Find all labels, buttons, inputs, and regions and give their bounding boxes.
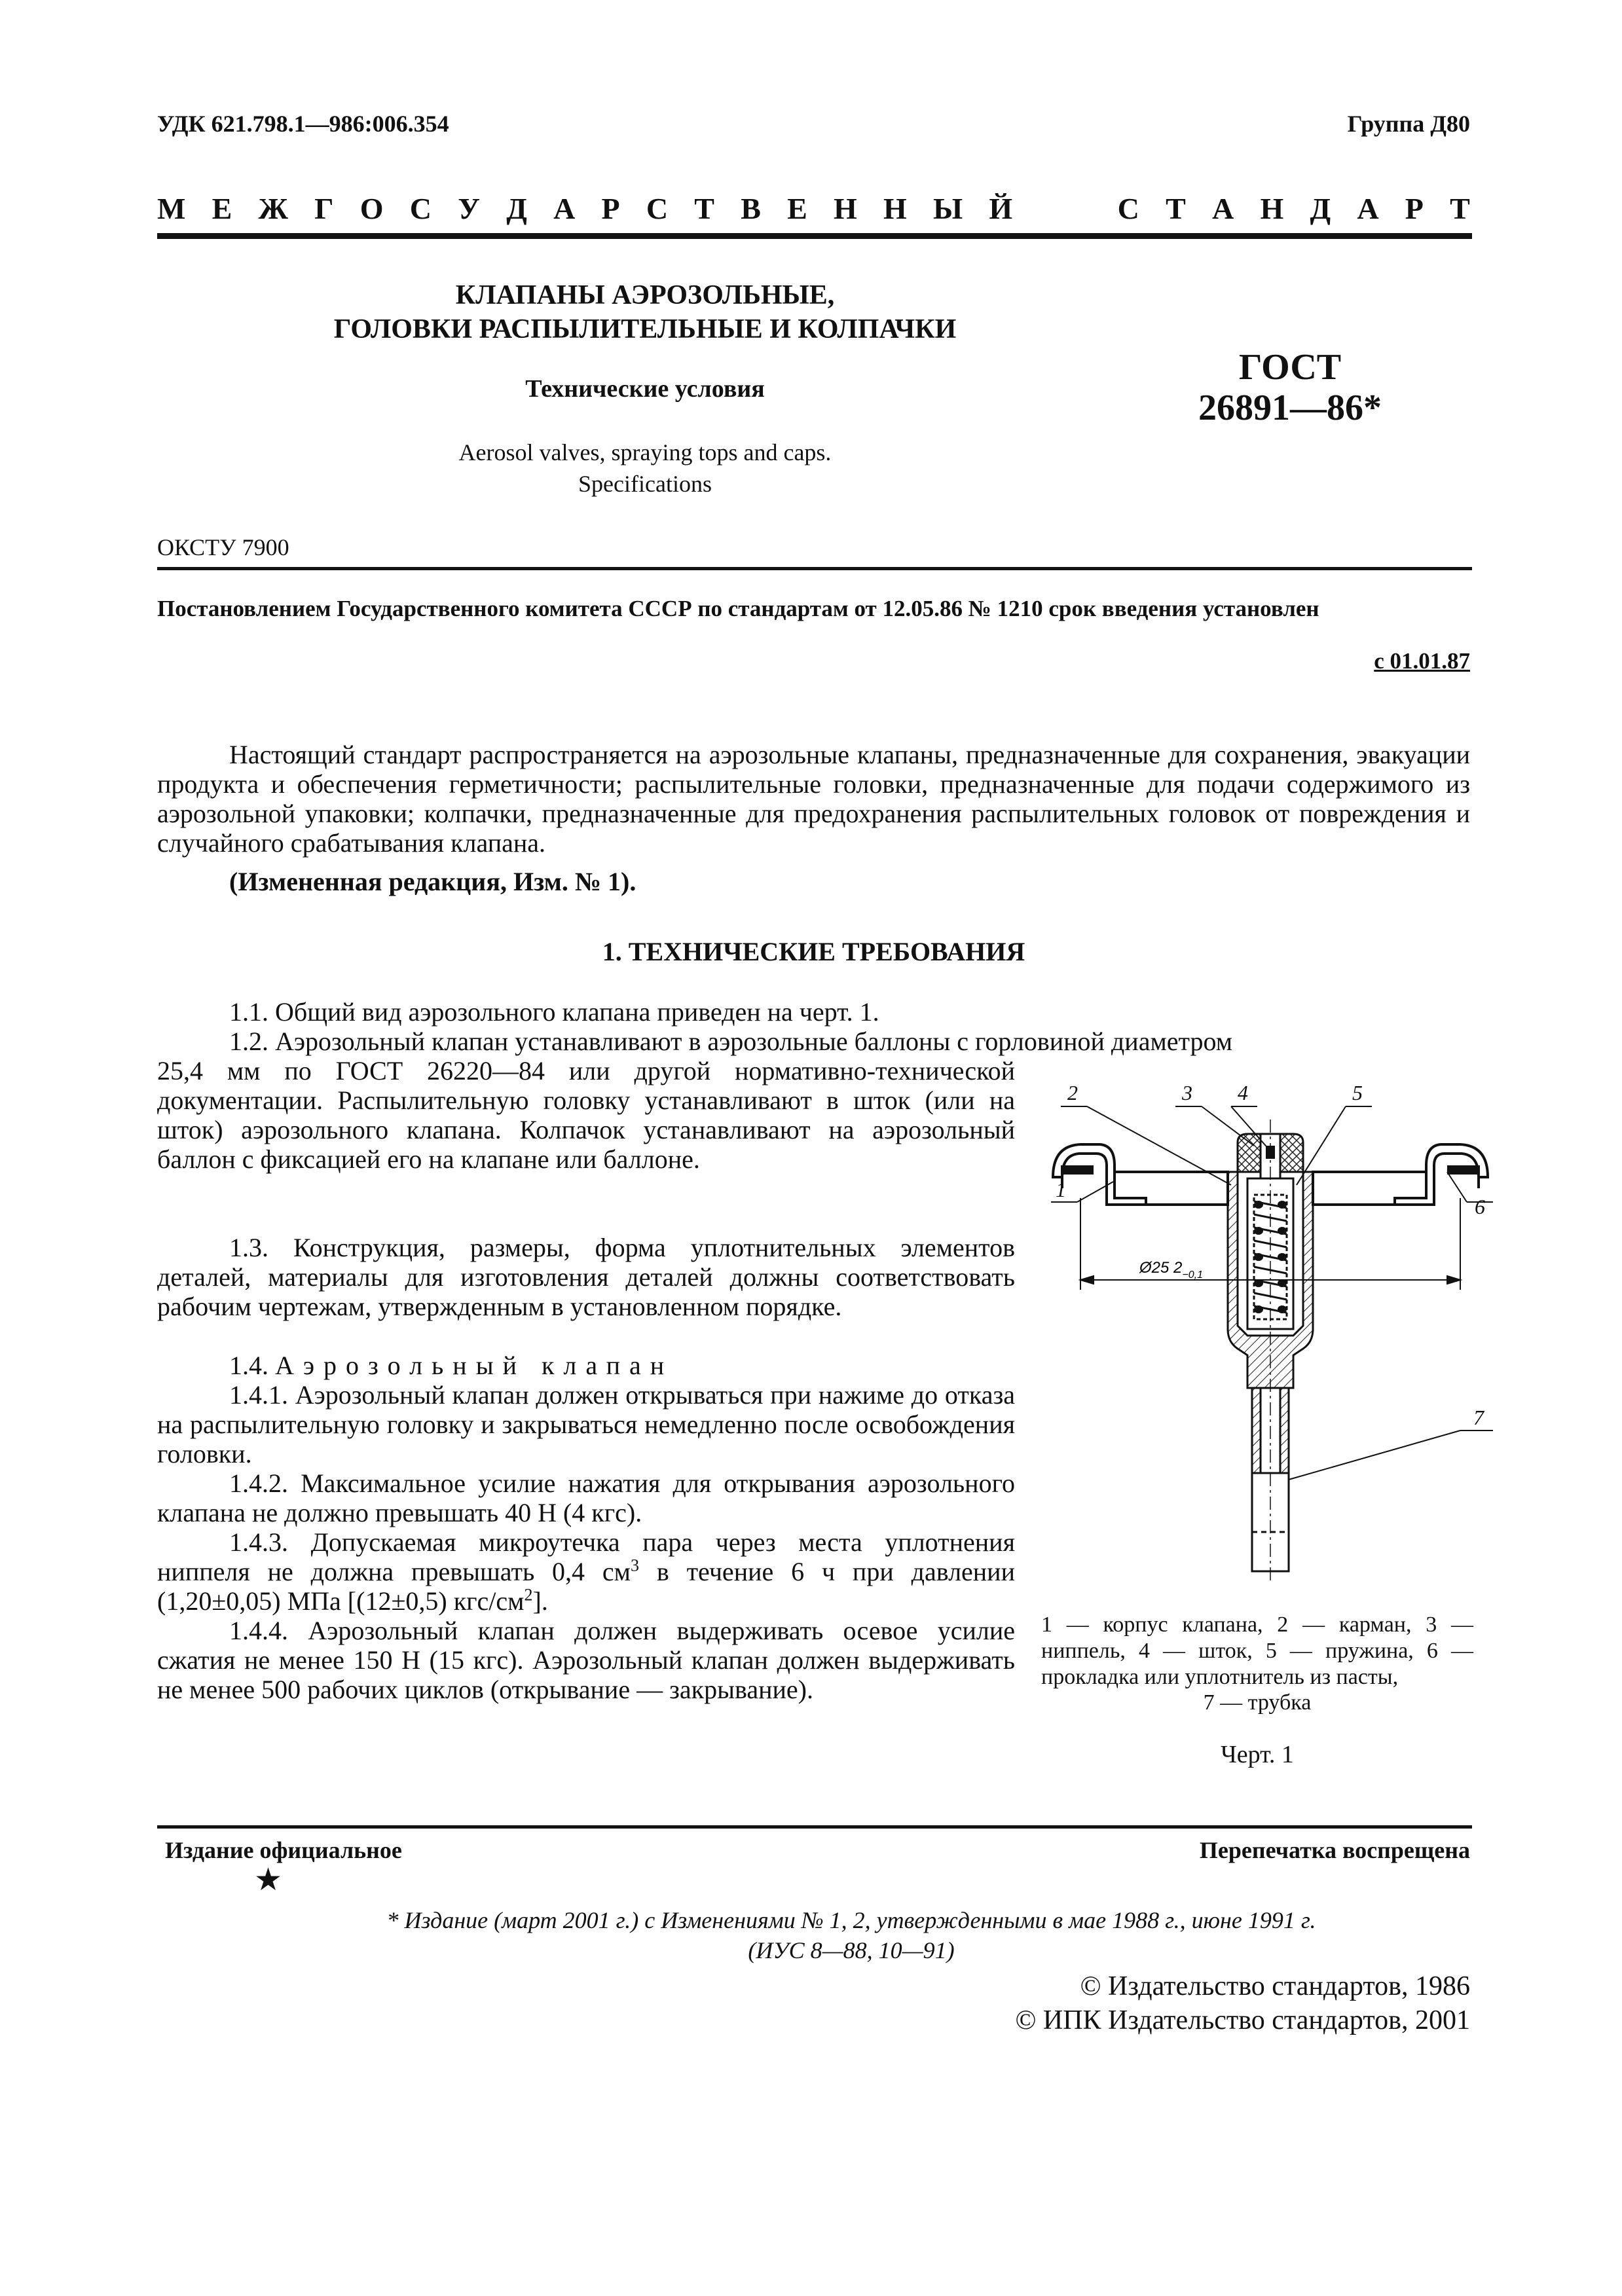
letter: О bbox=[359, 192, 384, 225]
clause-1-4-3 bbox=[157, 1527, 1015, 1616]
copyright-2001: © ИПК Издательство стандартов, 2001 bbox=[1015, 2005, 1470, 2035]
letter: У bbox=[458, 192, 480, 225]
clause-1-4-2: 1.4.2. Максимальное усилие нажатия для открывания аэрозольного клапана не должно превышать 40 Н (4 кгс). bbox=[157, 1468, 1015, 1527]
gasket-right bbox=[1447, 1165, 1480, 1175]
clause-1-4-number: 1.4. bbox=[229, 1351, 268, 1380]
clause-1-3: 1.3. Конструкция, размеры, форма уплотнительных элементов деталей, материалы для изготовления деталей должны соответствовать рабочим чертежам, утвержденным в установленном порядке. bbox=[157, 1233, 1015, 1321]
superscript: 3 bbox=[630, 1556, 639, 1575]
label-7: 7 bbox=[1473, 1406, 1484, 1429]
letter: М bbox=[157, 192, 186, 225]
interstate-standard-heading bbox=[157, 191, 1470, 226]
title-block-rule bbox=[157, 567, 1472, 570]
letter: Ы bbox=[933, 192, 963, 225]
label-1: 1 bbox=[1056, 1178, 1066, 1201]
figure-caption-end: 7 — трубка bbox=[1203, 1690, 1312, 1715]
star-icon: ★ bbox=[254, 1863, 283, 1897]
gost-number bbox=[1166, 347, 1414, 428]
letter: Т bbox=[694, 192, 714, 225]
label-5: 5 bbox=[1352, 1081, 1363, 1104]
letter: А bbox=[1211, 192, 1234, 225]
clause-1-4-heading bbox=[229, 1351, 673, 1380]
clause-1-4-3-part-a: 1.4.3. Допускаемая микроутечка пара через места уплотнения ниппеля не должна превышать 0,4 см bbox=[157, 1527, 1015, 1586]
letter: Д bbox=[506, 192, 527, 225]
edition-note-line-2: (ИУС 8—88, 10—91) bbox=[748, 1937, 955, 1963]
clause-1-1: 1.1. Общий вид аэрозольного клапана приведен на черт. 1. bbox=[229, 997, 879, 1027]
letter: Д bbox=[1310, 192, 1331, 225]
english-title-line-2: Specifications bbox=[578, 471, 712, 497]
letter: Т bbox=[1450, 192, 1470, 225]
label-3: 3 bbox=[1182, 1081, 1192, 1104]
edition-note bbox=[288, 1905, 1414, 1965]
letter: Е bbox=[212, 192, 232, 225]
clause-1-2-first-line: 1.2. Аэрозольный клапан устанавливают в аэрозольные баллоны с горловиной диаметром bbox=[229, 1027, 1233, 1056]
letter: Н bbox=[883, 192, 907, 225]
letter: Ж bbox=[258, 192, 289, 225]
intro-modification-note: (Измененная редакция, Изм. № 1). bbox=[229, 867, 636, 896]
intro-paragraph: Настоящий стандарт распространяется на аэрозольные клапаны, предназначенные для сохранения, эвакуации продукта и обеспечения герметичности; распылительные головки, предназначенные для подачи содержимого из аэрозольной упаковки; колпачки, предназначенные для предохранения распылительных головок от повреждения и случайного срабатывания клапана. bbox=[157, 740, 1470, 858]
label-2: 2 bbox=[1067, 1081, 1078, 1104]
clause-1-4-1: 1.4.1. Аэрозольный клапан должен открываться при нажиме до отказа на распылительную головку и закрываться немедленно после освобождения головки. bbox=[157, 1380, 1015, 1468]
edition-note-line-1: * Издание (март 2001 г.) с Изменениями № 1, 2, утвержденными в мае 1988 г., июне 1991 г. bbox=[386, 1907, 1316, 1933]
superscript: 2 bbox=[524, 1585, 533, 1605]
letter: Р bbox=[1405, 192, 1424, 225]
section-1-heading: 1. ТЕХНИЧЕСКИЕ ТРЕБОВАНИЯ bbox=[602, 937, 1025, 966]
gost-code: 26891—86* bbox=[1198, 388, 1382, 428]
letter: Н bbox=[1260, 192, 1284, 225]
letter: А bbox=[553, 192, 576, 225]
label-6: 6 bbox=[1475, 1195, 1485, 1218]
title-line-2: ГОЛОВКИ РАСПЫЛИТЕЛЬНЫЕ И КОЛПАЧКИ bbox=[333, 314, 957, 344]
official-edition-label: Издание официальное bbox=[165, 1837, 402, 1863]
letter: Е bbox=[787, 192, 807, 225]
letter: Н bbox=[834, 192, 857, 225]
english-title bbox=[275, 437, 1015, 500]
gasket-left bbox=[1061, 1165, 1094, 1175]
dimension-label: Ø25 $2_{-0,1}$ bbox=[1139, 1259, 1203, 1281]
clause-1-2-body: 25,4 мм по ГОСТ 26220—84 или другой нормативно-технической документации. Распылительную головку устанавливают в шток (или на шток) аэрозольного клапана. Колпачок устанавливают на аэрозольный баллон с фиксацией его на клапане или баллоне. bbox=[157, 1056, 1015, 1174]
letter: Т bbox=[1166, 192, 1186, 225]
header-thick-rule bbox=[157, 233, 1472, 239]
clause-1-4-3-part-b: в течение 6 ч при давлении (1,20±0,05) МПа [(12±0,5) кгс/см bbox=[157, 1557, 1015, 1616]
english-title-line-1: Aerosol valves, spraying tops and caps. bbox=[458, 439, 832, 465]
letter: А bbox=[1357, 192, 1379, 225]
letter: Й bbox=[989, 192, 1013, 225]
label-4: 4 bbox=[1238, 1081, 1248, 1104]
clause-1-4-title: Аэрозольный клапан bbox=[275, 1351, 674, 1380]
letter: В bbox=[741, 192, 761, 225]
figure-title: Черт. 1 bbox=[1221, 1741, 1294, 1768]
letter: Г bbox=[314, 192, 334, 225]
letter: С bbox=[409, 192, 432, 225]
letter: Р bbox=[601, 192, 620, 225]
word-gap bbox=[1039, 191, 1091, 226]
letter: С bbox=[1117, 192, 1139, 225]
document-title bbox=[275, 278, 1015, 346]
decree-date: с 01.01.87 bbox=[1374, 648, 1470, 674]
udk-code: УДК 621.798.1—986:006.354 bbox=[157, 111, 449, 137]
gost-label: ГОСТ bbox=[1238, 347, 1342, 388]
clause-1-4-3-part-c: ]. bbox=[532, 1586, 548, 1616]
letter: С bbox=[646, 192, 669, 225]
valve-drawing bbox=[1041, 1074, 1500, 1663]
clause-1-4-4: 1.4.4. Аэрозольный клапан должен выдерживать осевое усилие сжатия не менее 150 Н (15 кгс). Аэрозольный клапан должен выдерживать не менее 500 рабочих циклов (открывание — закрывание). bbox=[157, 1616, 1015, 1704]
decree-text: Постановлением Государственного комитета СССР по стандартам от 12.05.86 № 1210 срок введения установлен bbox=[157, 596, 1319, 621]
copyright-1986: © Издательство стандартов, 1986 bbox=[1080, 1971, 1470, 2001]
document-subtitle: Технические условия bbox=[525, 375, 765, 403]
footer-rule bbox=[157, 1825, 1472, 1829]
figure-caption: 1 — корпус клапана, 2 — карман, 3 — ниппель, 4 — шток, 5 — пружина, 6 — прокладка или уплотнитель из пасты, bbox=[1041, 1613, 1473, 1689]
reprint-prohibited-label: Перепечатка воспрещена bbox=[1199, 1837, 1470, 1863]
group-code: Группа Д80 bbox=[1347, 111, 1470, 137]
oksty-code: ОКСТУ 7900 bbox=[157, 534, 289, 560]
title-line-1: КЛАПАНЫ АЭРОЗОЛЬНЫЕ, bbox=[455, 280, 835, 310]
